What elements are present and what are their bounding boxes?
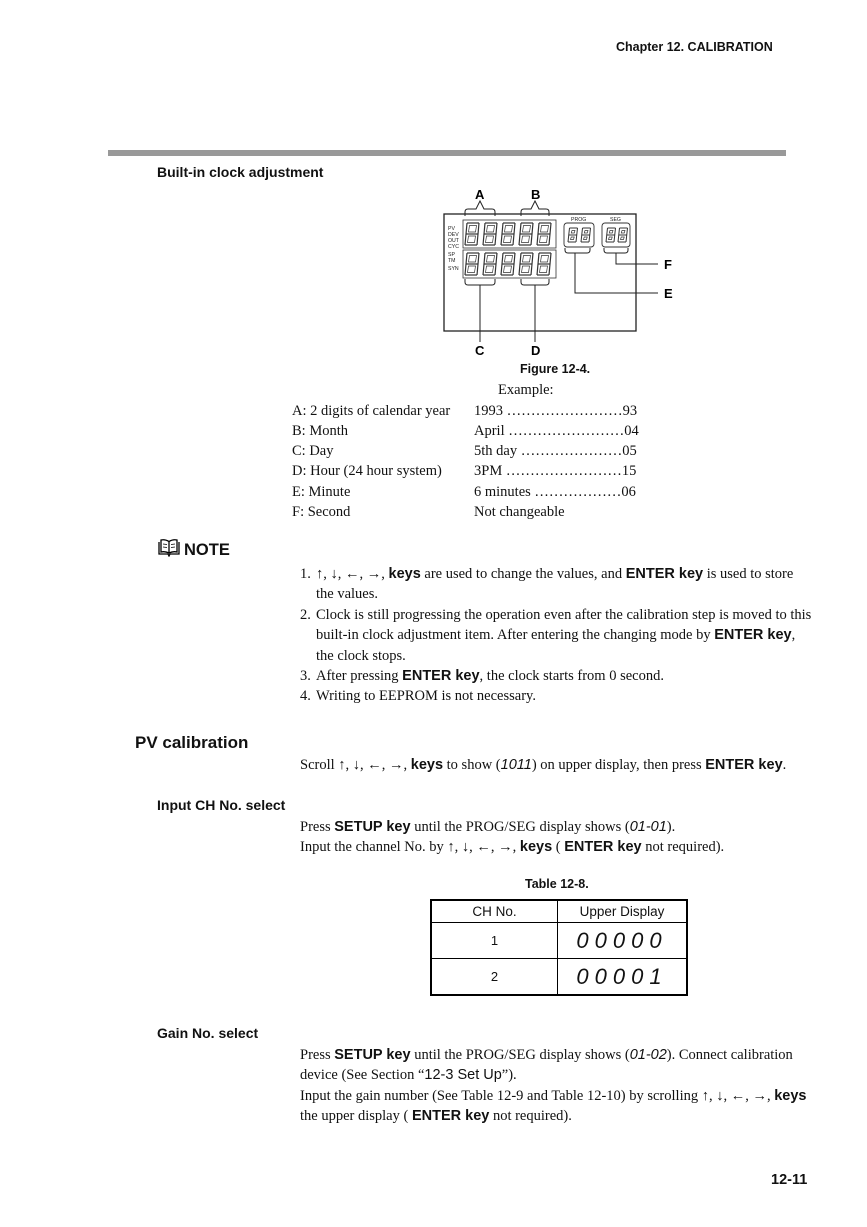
pv-text-4: . (782, 757, 787, 773)
enter-key-text: ENTER key (402, 668, 480, 684)
row-value-a: 1993 ……………………93 (474, 403, 638, 419)
segment (466, 253, 467, 264)
gain-heading: Gain No. select (157, 1025, 259, 1041)
segment (537, 234, 538, 245)
header-ch-no: CH No. (431, 900, 558, 923)
row-label-a: A: 2 digits of calendar year (292, 403, 451, 419)
segment (484, 223, 485, 234)
label-dev: DEV (448, 232, 459, 238)
row-value-f: Not changeable (474, 504, 565, 520)
segment (577, 228, 578, 235)
segment (576, 235, 577, 242)
gain-text-7: the upper display ( (300, 1108, 412, 1124)
segment (549, 234, 550, 245)
input-ch-text-6: not required). (641, 839, 725, 855)
row-label-d: D: Hour (24 hour system) (292, 463, 442, 479)
callout-f: F (664, 257, 672, 272)
pv-calibration-heading: PV calibration (135, 733, 249, 752)
segment (513, 264, 514, 275)
gain-text-6: Input the gain number (See Table 12-9 and Table 12-10) by scrolling ↑, ↓, ←, →, (300, 1088, 775, 1104)
segment (477, 234, 478, 245)
table-header-row (431, 900, 687, 923)
pv-text-1: Scroll ↑, ↓, ←, →, (300, 757, 411, 773)
segment (478, 223, 479, 234)
row-value-c: 5th day …………………05 (474, 443, 637, 459)
segment (532, 223, 533, 234)
segment (590, 228, 591, 235)
input-ch-line-1 (300, 817, 675, 838)
table-caption: Table 12-8. (525, 877, 589, 891)
note-2-line-1: Clock is still progressing the operation even after the calibration step is moved to this (316, 607, 812, 623)
clock-heading: Built-in clock adjustment (157, 164, 324, 180)
segment (483, 264, 484, 275)
page-number: 12-11 (771, 1172, 808, 1188)
segment (531, 264, 532, 275)
segment (495, 234, 496, 245)
note-2-text: built-in clock adjustment item. After entering the changing mode by (316, 627, 715, 643)
gain-text-2: until the PROG/SEG display shows ( (410, 1047, 630, 1063)
segment (483, 234, 484, 245)
note-2-number: 2. (300, 607, 311, 623)
segment (513, 234, 514, 245)
segment (496, 253, 497, 264)
segment (520, 223, 521, 234)
gain-text-5: ”). (501, 1067, 517, 1083)
segment (532, 253, 533, 264)
input-ch-text-4: Input the channel No. by ↑, ↓, ←, →, (300, 839, 520, 855)
callout-e: E (664, 286, 673, 301)
label-cyc: CYC (448, 244, 459, 250)
keys-text: keys (774, 1088, 807, 1104)
segment (465, 264, 466, 275)
row-label-c: C: Day (292, 443, 334, 459)
input-ch-text: Press (300, 819, 335, 835)
input-ch-code: 01-01 (629, 819, 667, 835)
segment (569, 228, 570, 235)
segment (501, 264, 502, 275)
pv-text-2: to show ( (443, 757, 501, 773)
input-ch-text-5: ( (552, 839, 565, 855)
enter-key-text: ENTER key (564, 839, 642, 855)
row-label-b: B: Month (292, 423, 348, 439)
segment (478, 253, 479, 264)
keys-text: keys (410, 757, 444, 773)
note-3-text: After pressing (316, 668, 403, 684)
segment (619, 228, 620, 235)
segment (537, 264, 538, 275)
chapter-header: Chapter 12. CALIBRATION (616, 40, 773, 54)
book-icon (158, 539, 180, 557)
segment (514, 253, 515, 264)
segment (614, 235, 615, 242)
input-ch-heading: Input CH No. select (157, 797, 286, 813)
note-3-number: 3. (300, 668, 311, 684)
enter-key-text: ENTER key (714, 627, 792, 643)
prog-seg-seven-segment-digits (568, 228, 628, 242)
gain-line-2 (300, 1065, 517, 1086)
clock-display-figure (430, 180, 690, 360)
gain-code: 01-02 (629, 1047, 667, 1063)
note-1-number: 1. (300, 566, 311, 582)
gain-line-4 (300, 1106, 572, 1127)
ch-cell: 1 (431, 923, 558, 959)
table-row (431, 923, 687, 959)
figure-caption: Figure 12-4. (520, 362, 591, 376)
segment (501, 234, 502, 245)
enter-key-text: ENTER key (625, 566, 704, 582)
note-title: NOTE (184, 541, 230, 559)
display-cell: 00000 (558, 923, 688, 959)
note-2-line-3: the clock stops. (316, 648, 406, 664)
segment (514, 223, 515, 234)
callout-b: B (531, 187, 541, 202)
keys-text: keys (388, 566, 421, 582)
note-3-text-end: , the clock starts from 0 second. (479, 668, 664, 684)
lower-seven-segment-digits (465, 253, 551, 275)
note-4-line: Writing to EEPROM is not necessary. (316, 688, 536, 704)
enter-key-text: ENTER key (705, 757, 783, 773)
row-value-e: 6 minutes ………………06 (474, 484, 636, 500)
input-ch-line-2 (300, 837, 724, 858)
display-cell: 00001 (558, 959, 688, 996)
upper-seven-segment-digits (465, 223, 551, 245)
input-ch-text-2: until the PROG/SEG display shows ( (410, 819, 630, 835)
segment (581, 235, 582, 242)
pv-text-3: ) on upper display, then press (531, 757, 706, 773)
segment (519, 234, 520, 245)
example-label: Example: (498, 382, 554, 398)
row-label-e: E: Minute (292, 484, 351, 500)
segment (550, 223, 551, 234)
segment (538, 223, 539, 234)
callout-d: D (531, 343, 541, 358)
gain-line-3 (300, 1086, 807, 1107)
section-ref: 12-3 Set Up (424, 1067, 502, 1083)
segment (531, 234, 532, 245)
gain-text-3: ). Connect calibration (666, 1047, 793, 1063)
gain-text-1: Press (300, 1047, 335, 1063)
segment (549, 264, 550, 275)
arrow-keys-text: ↑, ↓, ←, →, (316, 566, 389, 582)
segment (568, 235, 569, 242)
label-pv: PV (448, 226, 455, 232)
segment (627, 228, 628, 235)
pv-instruction (300, 755, 786, 776)
note-1-text: are used to change the values, and (420, 566, 626, 582)
segment (589, 235, 590, 242)
label-syn: SYN (448, 266, 459, 272)
note-1-text-end: is used to store (703, 566, 794, 582)
header-upper-display: Upper Display (558, 900, 688, 923)
segment (466, 223, 467, 234)
keys-text: keys (519, 839, 553, 855)
note-1-line-2: the values. (316, 586, 379, 602)
note-3-line (316, 666, 664, 687)
segment (477, 264, 478, 275)
segment (582, 228, 583, 235)
label-sp: SP (448, 252, 455, 258)
callout-a: A (475, 187, 485, 202)
segment (626, 235, 627, 242)
gain-text-8: not required). (489, 1108, 572, 1124)
note-2-line-2 (316, 625, 795, 646)
pv-code: 1011 (500, 757, 532, 773)
segment (495, 264, 496, 275)
note-2-comma: , (791, 627, 796, 643)
segment (484, 253, 485, 264)
callout-c: C (475, 343, 485, 358)
segment (606, 235, 607, 242)
setup-key-text: SETUP key (334, 819, 411, 835)
gain-line-1 (300, 1045, 793, 1066)
segment (465, 234, 466, 245)
table-row (431, 959, 687, 996)
setup-key-text: SETUP key (334, 1047, 411, 1063)
segment (538, 253, 539, 264)
section-rule (108, 150, 786, 156)
segment (615, 228, 616, 235)
row-value-b: April ……………………04 (474, 423, 639, 439)
enter-key-text: ENTER key (411, 1108, 490, 1124)
segment (618, 235, 619, 242)
segment (496, 223, 497, 234)
row-label-f: F: Second (292, 504, 351, 520)
label-seg: SEG (610, 217, 621, 223)
ch-cell: 2 (431, 959, 558, 996)
segment (519, 264, 520, 275)
label-tm: TM (448, 258, 456, 264)
note-1-line-1 (316, 564, 793, 585)
segment (502, 253, 503, 264)
gain-text-4: device (See Section “ (300, 1067, 425, 1083)
row-value-d: 3PM ……………………15 (474, 463, 637, 479)
ch-display-table (430, 899, 688, 996)
label-out: OUT (448, 238, 459, 244)
segment (550, 253, 551, 264)
segment (502, 223, 503, 234)
input-ch-text-3: ). (666, 819, 676, 835)
segment (520, 253, 521, 264)
label-prog: PROG (571, 217, 587, 223)
note-4-number: 4. (300, 688, 311, 704)
segment (607, 228, 608, 235)
